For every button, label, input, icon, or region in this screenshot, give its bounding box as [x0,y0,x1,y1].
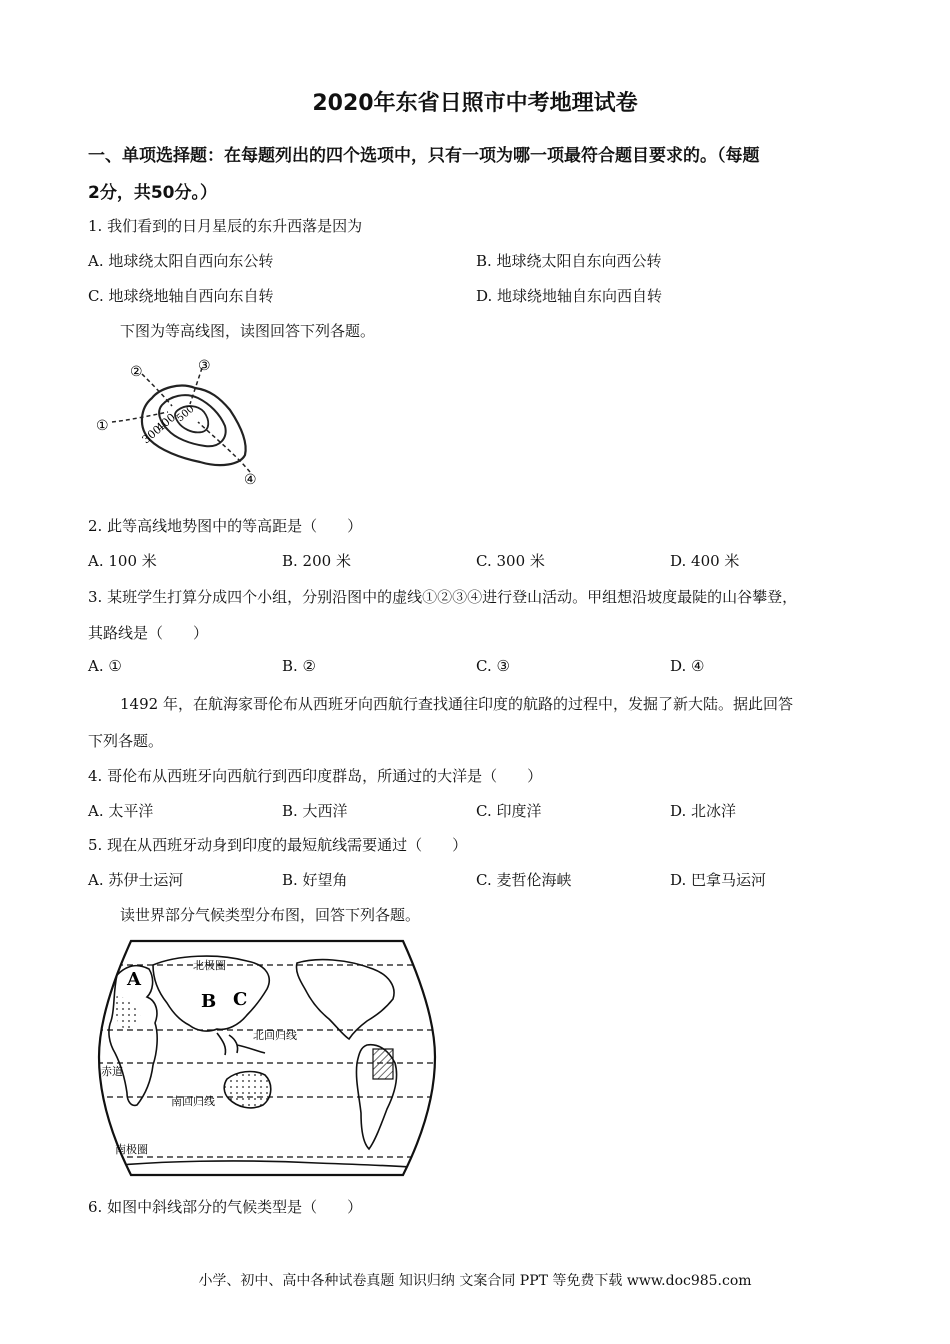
question-5-stem: 5. 现在从西班牙动身到印度的最短航线需要通过（ ） [88,836,468,854]
question-1-stem: 1. 我们看到的日月星辰的东升西落是因为 [88,217,363,235]
q3-option-a: A. ① [88,657,122,675]
q4-option-a: A. 太平洋 [88,802,154,820]
q5-option-d: D. 巴拿马运河 [670,871,767,889]
question-2-stem: 2. 此等高线地势图中的等高距是（ ） [88,517,363,535]
page-footer: 小学、初中、高中各种试卷真题 知识归纳 文案合同 PPT 等免费下载 www.doc985.com [198,1273,752,1289]
q3-option-c: C. ③ [476,657,510,675]
tropic-cancer-label: 北回归线 [253,1029,297,1042]
q2-option-a: A. 100 米 [88,552,157,570]
elevation-400: 400 [153,410,179,435]
climate-intro: 读世界部分气候类型分布图，回答下列各题。 [120,906,421,924]
equator-label: 赤道 [101,1065,123,1078]
columbus-intro-line1: 1492 年，在航海家哥伦布从西班牙向西航行查找通往印度的航路的过程中，发掘了新大陆。据此回答 [120,695,793,713]
elevation-300: 300 [139,422,165,447]
arctic-circle-label: 北极圈 [193,959,226,972]
q2-option-c: C. 300 米 [476,552,545,570]
q4-option-c: C. 印度洋 [476,802,542,820]
world-climate-map [97,935,437,1180]
page-title: 2020年东省日照市中考地理试卷 [312,91,638,116]
q3-option-b: B. ② [282,657,317,675]
route-label-4: ④ [244,472,257,488]
contour-intro: 下图为等高线图，读图回答下列各题。 [120,322,376,340]
q1-option-d: D. 地球绕地轴自东向西自转 [476,287,663,305]
route-label-3: ③ [198,358,211,374]
map-letter-c: C [233,989,248,1010]
q5-option-b: B. 好望角 [282,871,348,889]
q3-option-d: D. ④ [670,657,705,675]
q5-option-a: A. 苏伊士运河 [88,871,184,889]
hatched-climate-region [373,1049,393,1079]
antarctic-circle-label: 南极圈 [115,1143,148,1156]
q1-option-b: B. 地球绕太阳自东向西公转 [476,252,662,270]
question-4-stem: 4. 哥伦布从西班牙向西航行到西印度群岛，所通过的大洋是（ ） [88,767,543,785]
columbus-intro-line2: 下列各题。 [88,732,164,750]
contour-map [90,350,280,490]
q1-option-c: C. 地球绕地轴自西向东自转 [88,287,274,305]
question-3-stem-line1: 3. 某班学生打算分成四个小组，分别沿图中的虚线①②③④进行登山活动。甲组想沿坡度最陡的山谷攀登， [88,588,798,606]
route-label-2: ② [130,364,143,380]
q4-option-d: D. 北冰洋 [670,802,737,820]
tropic-capricorn-label: 南回归线 [171,1095,215,1108]
q2-option-d: D. 400 米 [670,552,740,570]
question-6-stem: 6. 如图中斜线部分的气候类型是（ ） [88,1198,363,1216]
route-2 [142,374,172,406]
question-3-stem-line2: 其路线是（ ） [88,624,209,642]
route-label-1: ① [96,418,109,434]
section-heading-line1: 一、单项选择题：在每题列出的四个选项中，只有一项为哪一项最符合题目要求的。（每题 [88,146,760,166]
map-letter-b: B [201,991,217,1012]
section-heading-line2: 2分，共50分。） [88,183,217,203]
elevation-500: 500 [174,403,197,425]
q5-option-c: C. 麦哲伦海峡 [476,871,572,889]
q1-option-a: A. 地球绕太阳自西向东公转 [88,252,274,270]
map-letter-a: A [127,969,141,990]
q4-option-b: B. 大西洋 [282,802,348,820]
q2-option-b: B. 200 米 [282,552,351,570]
